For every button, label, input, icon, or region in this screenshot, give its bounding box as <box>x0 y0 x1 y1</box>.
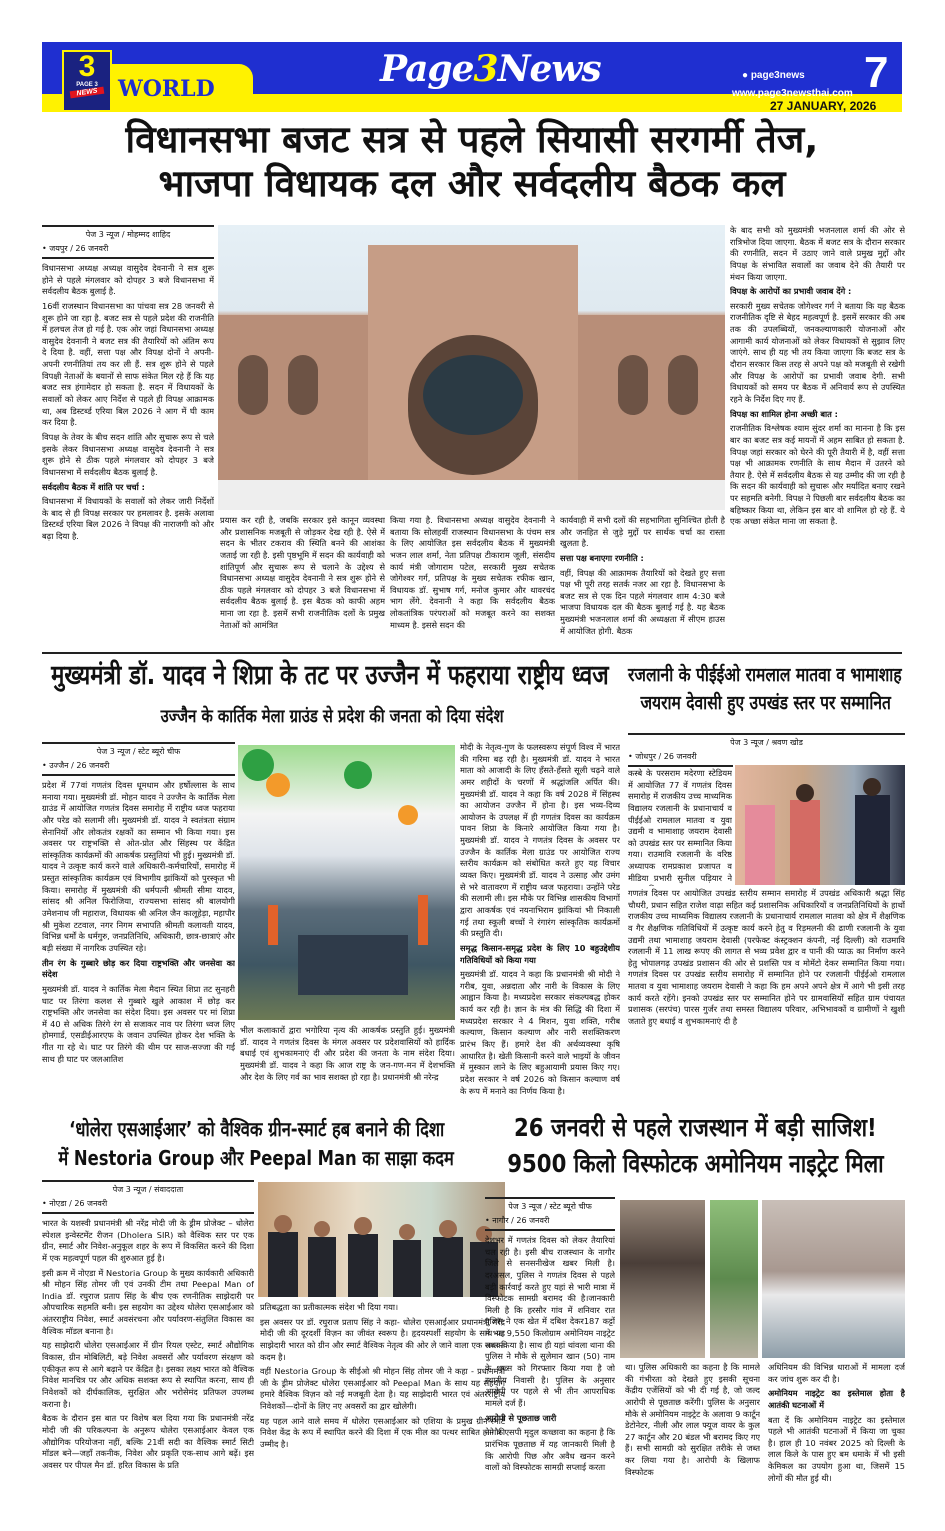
brand-logo: Page3News <box>380 48 601 90</box>
story4-byline: पेज 3 न्यूज / संवाददाता <box>42 1180 254 1195</box>
story2-byline: पेज 3 न्यूज / स्टेट ब्यूरो चीफ <box>42 742 235 757</box>
story2-subheadline: उज्जैन के कार्तिक मेला ग्राउंड से प्रदेश की जनता को दिया संदेश <box>160 706 504 727</box>
story4-headline: ‘धोलेरा एसआईआर’ को वैश्विक ग्रीन-स्मार्ट हब बनाने की दिशा में Nestoria Group और Peepal Man का साझा कदम <box>58 1117 454 1170</box>
divider <box>42 652 902 654</box>
story5-headline: 26 जनवरी से पहले राजस्थान में बड़ी साजिश! 9500 किलो विस्फोटक अमोनियम नाइट्रेट मिला <box>506 1113 884 1179</box>
story3-body: गणतंत्र दिवस पर आयोजित उपखंड स्तरीय सम्मान समारोह में उपखंड अधिकारी श्रद्धा सिंह चौधरी, प्रधान सहित राजेश वाढ़ा सहित कई प्रशासनिक अधिकारियों व जनप्रतिनिधियों के हाथों राजकीय उच्च माध्यमिक विद्यालय रजलानी के प्रधानाचार्य रामलाल मातवा को क्षेत्र में शैक्षणिक व गैर शैक्षणिक गतिविधियों में उत्कृष्ट कार्य करने हेतु व रिड़मलनी की ढाणी रजलानी के युवा उद्यमी तथा भामाशाह जयराम देवासी (परफेक्ट कंस्ट्रक्शन कंपनी, नई दिल्ली) को राउमावि रजलानी में 11 लाख रूपए की लागत से भव्य प्रवेश द्वार व पानी की प्याऊ का निर्माण करने हेतु भोपालगढ़ उपखंड प्रशासन की ओर से प्रशस्ति पत्र व मोमेंटो देकर सम्मानित किया गया। गणतंत्र दिवस पर उपखंड स्तरीय समारोह में सम्मानित होने पर रजलानी पीईईओ रामलाल मातवा व युवा भामाशाह जयराम देवासी ने कहा कि हम अपने अपने क्षेत्र में आगे भी इसी तरह कार्य करते रहेंगे। इनको उपखंड स्तर पर सम्मानित होने पर ग्रामवासियों सहित ग्राम पंचायत प्रशासक (सरपंच) पारस गुर्जर तथा समस्त विद्यालय परिवार, अभिभावकों व ग्रामीणों ने खुशी जताते हुए बधाई व शुभकामनाएं दी है <box>628 888 905 1027</box>
story2-dateline: • उज्जैन / 26 जनवरी <box>42 757 235 776</box>
story3-byline: पेज 3 न्यूज / श्रवण खोड <box>628 733 905 748</box>
story5-col2: था। पुलिस अधिकारी का कहना है कि मामले की गंभीरता को देखते हुए इसकी सूचना केंद्रीय एजेंसियों को भी दी गई है, जो जल्द आरोपी से पूछताछ करेंगी। पुलिस के अनुसार मौके से अमोनियम नाइट्रेट के अलावा 9 कार्टून डेटोनेटर, नीली और लाल फ्यूज वायर के कुल 27 कार्टून और 20 बंडल भी बरामद किए गए हैं। सभी सामग्री को सुरक्षित तरीके से जब्त कर लिया गया है। आरोपी के खिलाफ विस्फोटक <box>625 1362 760 1477</box>
assembly-building-photo <box>218 225 725 510</box>
story3-dateline: • जोधपुर / 26 जनवरी <box>628 748 733 767</box>
section-name: WORLD <box>118 76 215 102</box>
page3-logo: 3 PAGE 3 NEWS <box>62 50 112 112</box>
police-vehicle-photo <box>762 1200 905 1358</box>
field-photo <box>710 1200 758 1358</box>
story1-col3: किया गया है. विधानसभा अध्यक्ष वासुदेव देवनानी ने बताया कि सोलहवीं राजस्थान विधानसभा के पंचम सत्र के लिए आयोजित इस सर्वदलीय बैठक में मुख्यमंत्री भजन लाल शर्मा, नेता प्रतिपक्ष टीकाराम जूली, संसदीय कार्य मंत्री जोगाराम पटेल, सरकारी मुख्य सचेतक जोगेश्वर गर्ग, प्रतिपक्ष के मुख्य सचेतक रफीक खान, विधायक डॉ. सुभाष गर्ग, मनोज कुमार और थावरचंद भाग लेंगे. देवनानी ने कहा कि सर्वदलीय बैठक लोकतांत्रिक परंपराओं को मजबूत करने का सशक्त माध्यम है. इससे सदन की <box>390 515 555 630</box>
story5-dateline: • नागौर / 26 जनवरी <box>485 1212 615 1231</box>
story4-dateline: • नोएडा / 26 जनवरी <box>42 1195 254 1214</box>
story1-col5: के बाद सभी को मुख्यमंत्री भजनलाल शर्मा की ओर से रात्रिभोज दिया जाएगा. बैठक में बजट सत्र के दौरान सरकार की रणनीति, सदन में उठाए जाने वाले प्रमुख मुद्दों और विपक्ष के संभावित सवालों का जवाब देने की तैयारी पर मंथन किया जाएगा. विपक्ष के आरोपों का प्रभावी जवाब देंगे : सरकारी मुख्य सचेतक जोगेश्वर गर्ग ने बताया कि यह बैठक राजनीतिक दृष्टि से बेहद महत्वपूर्ण है. इसमें सरकार की अब तक की उपलब्धियों, जनकल्याणकारी योजनाओं और आगामी कार्य योजनाओं को लेकर विधायकों से सुझाव लिए जाएंगे. साथ ही यह भी तय किया जाएगा कि बजट सत्र के दौरान सरकार किस तरह से अपने पक्ष को मजबूती से रखेगी और विपक्ष के आरोपों का प्रभावी जवाब देगी. सभी विधायकों को समय पर बैठक में अनिवार्य रूप से उपस्थित रहने के निर्देश दिए गए हैं. विपक्ष का शामिल होना अच्छी बात : राजनीतिक विश्लेषक श्याम सुंदर शर्मा का मानना है कि इस बार का बजट सत्र कई मायनों में अहम साबित हो सकता है. विपक्ष जहां सरकार को घेरने की पूरी तैयारी में है, वहीं सत्ता पक्ष भी आक्रामक रणनीति के साथ मैदान में उतरने को तैयार है. ऐसे में सर्वदलीय बैठक से यह उम्मीद की जा रही है कि सदन की कार्यवाही को सुचारू और मर्यादित बनाए रखने पर सहमति बनेगी. विपक्ष ने पिछली बार सर्वदलीय बैठक का बहिष्कार किया था, लेकिन इस बार वो शामिल हो रहे हैं. ये एक अच्छा संकेत माना जा सकता है. <box>730 225 905 527</box>
issue-date: 27 JANUARY, 2026 <box>770 99 877 113</box>
story3-col1: कस्बे के परसराम मदेरणा स्टेडियम में आयोजित 77 वें गणतंत्र दिवस समारोह में राजकीय उच्च माध्यमिक विद्यालय रजलानी के प्रधानाचार्य व पीईईओ रामलाल मातवा व युवा उद्यमी व भामाशाह जयराम देवासी को उपखंड स्तर पर सम्मानित किया गया। राउमावि रजलानी के वरिष्ठ अध्यापक रामप्रकाश प्रजापत व मीडिया प्रभारी सुनील पड़ियार ने <box>628 768 732 883</box>
masthead <box>42 42 902 112</box>
story1-dateline: • जयपुर / 26 जनवरी <box>42 240 214 259</box>
story2-col2: भील कलाकारों द्वारा भगोरिया नृत्य की आकर्षक प्रस्तुति हुई। मुख्यमंत्री डॉ. यादव ने गणतंत्र दिवस के मंगल अवसर पर प्रदेशवासियों को हार्दिक बधाई एवं शुभकामनाएं दी और प्रदेश की जनता के नाम संदेश दिया। मुख्यमंत्री डॉ. यादव ने कहा कि आज राष्ट्र के जन-गण-मन में देशभक्ति और देश के लिए गर्व का भाव सशक्त हो रहा है। प्रधानमंत्री श्री नरेन्द्र <box>240 1025 455 1082</box>
story5-col3: अधिनियम की विभिन्न धाराओं में मामला दर्ज कर जांच शुरू कर दी है। अमोनियम नाइट्रेट का इस्तेमाल होता है आतंकी घटनाओं में बता दें कि अमोनियम नाइट्रेट का इस्तेमाल पहले भी आतंकी घटनाओं में किया जा चुका है। हाल ही 10 नवंबर 2025 को दिल्ली के लाल किले के पास हुए बम धमाके में भी इसी केमिकल का उपयोग हुआ था, जिसमें 15 लोगों की मौत हुई थी। <box>768 1362 905 1483</box>
felicitation-photo <box>735 765 905 885</box>
story1-col1: विधानसभा अध्यक्ष अध्यक्ष वासुदेव देवनानी ने सत्र शुरू होने से पहले मंगलवार को दोपहर 3 बजे विधानसभा में सर्वदलीय बैठक बुलाई है. 16वीं राजस्थान विधानसभा का पांचवा सत्र 28 जनवरी से शुरू होने जा रहा है. बजट सत्र से पहले प्रदेश की राजनीति में हलचल तेज हो गई है. एक ओर जहां विधानसभा अध्यक्ष वासुदेव देवनानी ने बजट सत्र की तैयारियों को अंतिम रूप दे दिया है. वहीं, सत्ता पक्ष और विपक्ष दोनों ने अपनी-अपनी रणनीतियां तय कर ली हैं. सत्र शुरू होने से पहले विपक्षी नेताओं के बयानों से साफ संकेत मिल रहे हैं कि यह बजट सत्र हंगामेदार हो सकता है. सदन में विधायकों के सवालों को लेकर आए निर्देश से पहले ही विपक्ष आक्रामक था, अब डिस्टर्ब्ड एरिया बिल 2026 ने आग में घी काम कर दिया है. विपक्ष के तेवर के बीच सदन शांति और सुचारू रूप से चले इसके लेकर विधानसभा अध्यक्ष वासुदेव देवनानी ने सत्र शुरू होने से ठीक पहले मंगलवार को दोपहर 3 बजे विधानसभा में सर्वदलीय बैठक बुलाई है. सर्वदलीय बैठक में शांति पर चर्चा : विधानसभा में विधायकों के सवालों को लेकर जारी निर्देशों के बाद से ही विपक्ष सरकार पर हमलावर है. इसके अलावा डिस्टर्ब्ड एरिया बिल 2026 ने विपक्ष की नाराजगी को और बढ़ा दिया है. <box>42 263 214 542</box>
story1-headline: विधानसभा बजट सत्र से पहले सियासी सरगर्मी तेज, भाजपा विधायक दल और सर्वदलीय बैठक कल <box>125 118 819 206</box>
story1-byline: पेज 3 न्यूज / मोहम्मद शाहिद <box>42 225 214 240</box>
story2-col1: प्रदेश में 77वां गणतंत्र दिवस धूमधाम और हर्षोल्लास के साथ मनाया गया। मुख्यमंत्री डॉ. मोहन यादव ने उज्जैन के कार्तिक मेला ग्राउंड में आयोजित गणतंत्र दिवस समारोह में राष्ट्रीय ध्वज फहराया और परेड को सलामी ली। मुख्यमंत्री डॉ. यादव ने स्वतंत्रता संग्राम सेनानियों और लोकतंत्र रक्षकों का सम्मान भी किया गया। इस अवसर पर राष्ट्रभक्ति से ओत-प्रोत और सिंहस्थ पर केंद्रित सांस्कृतिक कार्यक्रमों की आकर्षक प्रस्तुतियां भी हुई। मुख्यमंत्री डॉ. यादव ने उत्कृष्ट कार्य करने वाले अधिकारी-कर्मचारियों, समारोह में प्रस्तुत सांस्कृतिक कार्यक्रम एवं विभागीय झांकियों को पुरस्कृत भी किया। समारोह में मुख्यमंत्री की धर्मपत्नी श्रीमती सीमा यादव, सांसद श्री अनिल फिरोजिया, राज्यसभा सांसद श्री बालयोगी उमेशनाथ जी महाराज, विधायक श्री अनिल जैन कालूहेड़ा, महापौर श्री मुकेश टटवाल, नगर निगम सभापति श्रीमती कलावती यादव, विभिन्न धर्मों के धर्मगुरु, जनप्रतिनिधि, अधिकारी, छात्र-छात्राएं और बड़ी संख्या में नागरिक उपस्थित रहे। तीन रंग के गुब्बारे छोड़ कर दिया राष्ट्रभक्ति और जनसेवा का संदेश मुख्यमंत्री डॉ. यादव ने कार्तिक मेला मैदान स्थित शिप्रा तट सुनहरी घाट पर तिरंगा कलश से गुब्बारे खुले आकाश में छोड़ कर राष्ट्रभक्ति और जनसेवा का संदेश दिया। इस अवसर पर मां शिप्रा में 40 से अधिक तिरंगे रंग से सजाकर नाव पर तिरंगा ध्वज लिए होमगार्ड, एसडीईआरएफ के जवान उपस्थित होकर देश भक्ति के गीत गा रहे थे। घाट पर तिरंगे की थीम पर साज-सज्जा की गई साथ ही घाट पर जलआतिश <box>42 780 235 1064</box>
story4-col1: भारत के यशस्वी प्रधानमंत्री श्री नरेंद्र मोदी जी के ड्रीम प्रोजेक्ट – धोलेरा स्पेशल इन्वेस्टमेंट रीजन (Dholera SIR) को वैश्विक स्तर पर एक ग्रीन, स्मार्ट और निवेश-अनुकूल शहर के रूप में विकसित करने की दिशा में एक महत्वपूर्ण पहल की शुरुआत हुई है। इसी क्रम में नोएडा में Nestoria Group के मुख्य कार्यकारी अधिकारी श्री मोहन सिंह तोमर जी एवं उनकी टीम तथा Peepal Man of India डॉ. रघुराज प्रताप सिंह के बीच एक रणनीतिक साझेदारी पर औपचारिक सहमति बनी। इस सहयोग का उद्देश्य धोलेरा एसआईआर को अंतरराष्ट्रीय निवेश, स्मार्ट अवसंरचना और पर्यावरण-संतुलित विकास का वैश्विक मॉडल बनाना है। यह साझेदारी धोलेरा एसआईआर में ग्रीन रियल एस्टेट, स्मार्ट औद्योगिक विकास, ग्रीन मोबिलिटी, बड़े निवेश अवसरों और पर्यावरण संरक्षण को एकीकृत रूप से आगे बढ़ाने पर केंद्रित है। इसका लक्ष्य भारत को वैश्विक निवेश मानचित्र पर और अधिक सशक्त रूप से स्थापित करना, साथ ही निवेशकों को दीर्घकालिक, सुरक्षित और भरोसेमंद प्रतिफल उपलब्ध कराना है। बैठक के दौरान इस बात पर विशेष बल दिया गया कि प्रधानमंत्री नरेंद्र मोदी जी की परिकल्पना के अनुरूप धोलेरा एसआईआर केवल एक औद्योगिक परियोजना नहीं, बल्कि 21वीं सदी का वैश्विक स्मार्ट सिटी मॉडल बने—जहाँ तकनीक, निवेश और प्रकृति एक-साथ आगे बढ़ें। इस अवसर पर पीपल मैन डॉ. हरित विकास के प्रति <box>42 1218 254 1470</box>
story2-headline: मुख्यमंत्री डॉ. यादव ने शिप्रा के तट पर उज्जैन में फहराया राष्ट्रीय ध्वज <box>51 660 609 691</box>
ujjain-celebration-photo <box>238 745 455 1020</box>
accused-photo <box>620 1200 705 1358</box>
story4-col2: प्रतिबद्धता का प्रतीकात्मक संदेश भी दिया गया। इस अवसर पर डॉ. रघुराज प्रताप सिंह ने कहा- धोलेरा एसआईआर प्रधानमंत्री नरेंद्र मोदी जी की दूरदर्शी विज़न का जीवंत स्वरूप है। हृदयस्पर्शी सहयोग के साथ यह साझेदारी भारत को ग्रीन और स्मार्ट वैश्विक नेतृत्व की ओर ले जाने वाला एक सशक्त कदम है। वहीं Nestoria Group के सीईओ श्री मोहन सिंह तोमर जी ने कहा - प्रधानमंत्री जी के ड्रीम प्रोजेक्ट धोलेरा एसआईआर को Peepal Man के साथ यह सहयोग हमारे वैश्विक विज़न को नई मजबूती देता है। यह साझेदारी भारत एवं अंतरराष्ट्रीय निवेशकों—दोनों के लिए नए अवसरों का द्वार खोलेगी। यह पहल आने वाले समय में धोलेरा एसआईआर को एशिया के प्रमुख ग्रीन-स्मार्ट निवेश केंद्र के रूप में स्थापित करने की दिशा में एक मील का पत्थर साबित होने की उम्मीद है। <box>260 1302 505 1450</box>
social-handle: ● page3news <box>742 70 805 81</box>
story5-byline: पेज 3 न्यूज / स्टेट ब्यूरो चीफ <box>485 1197 615 1212</box>
story1-col2: प्रयास कर रही है, जबकि सरकार इसे कानून व्यवस्था और प्रशासनिक मजबूती से जोड़कर देख रही है. ऐसे में सदन के भीतर टकराव की स्थिति बनने की आशंका जताई जा रही है. इसी पृष्ठभूमि में सदन की कार्यवाही को शांतिपूर्ण और सुचारू रूप से चलाने के उद्देश्य से विधानसभा अध्यक्ष वासुदेव देवनानी ने सत्र शुरू होने से ठीक पहले मंगलवार को दोपहर 3 बजे विधानसभा में सर्वदलीय बैठक बुलाई है. इस बैठक को काफी अहम माना जा रहा है. इसमें सभी राजनीतिक दलों के प्रमुख नेताओं को आमंत्रित <box>220 515 385 630</box>
website[interactable]: www.page3newsthai.com <box>732 88 853 99</box>
story1-col4: कार्यवाही में सभी दलों की सहभागिता सुनिश्चित होती है और जनहित से जुड़े मुद्दों पर सार्थक चर्चा का रास्ता खुलता है. सत्ता पक्ष बनाएगा रणनीति : वहीं, विपक्ष की आक्रामक तैयारियों को देखते हुए सत्ता पक्ष भी पूरी तरह सतर्क नजर आ रहा है. विधानसभा के बजट सत्र से एक दिन पहले मंगलवार शाम 4:30 बजे भाजपा विधायक दल की बैठक बुलाई गई है. यह बैठक मुख्यमंत्री भजनलाल शर्मा की अध्यक्षता में सीएम हाउस में आयोजित होगी. बैठक <box>560 515 725 636</box>
partnership-photo <box>258 1182 505 1297</box>
story2-col3: मोदी के नेतृत्व-गुण के फलस्वरूप संपूर्ण विश्व में भारत की गरिमा बढ़ रही है। मुख्यमंत्री डॉ. यादव ने भारत माता को आजादी के लिए हँसते-हँसते सूली चढ़ने वाले अमर शहीदों के चरणों में श्रद्धांजलि अर्पित की। मुख्यमंत्री डॉ. यादव ने कहा कि वर्ष 2028 में सिंहस्थ का आयोजन उज्जैन में होना है। इस भव्य-दिव्य आयोजन के उपलक्ष में ही गणतंत्र दिवस का कार्यक्रम पावन शिप्रा के किनारे आयोजित किया गया है। मुख्यमंत्री डॉ. यादव ने गणतंत्र दिवस के अवसर पर उज्जैन के कार्तिक मेला ग्राउंड पर आयोजित राज्य स्तरीय कार्यक्रम को संबोधित करते हुए यह विचार व्यक्त किए। मुख्यमंत्री डॉ. यादव ने उत्साह और उमंग से भरे वातावरण में राष्ट्रीय ध्वज फहराया। उन्होंने परेड की सलामी ली। इस मौके पर विभिन्न शासकीय विभागों द्वारा आकर्षक एवं नयनाभिराम झांकियां भी निकाली गई तथा स्कूली बच्चों ने रंगारंग सांस्कृतिक कार्यक्रमों की प्रस्तुति दी। समृद्ध किसान-समृद्ध प्रदेश के लिए 10 बहुउद्देशीय गतिविधियों को किया गया मुख्यमंत्री डॉ. यादव ने कहा कि प्रधानमंत्री श्री मोदी ने गरीब, युवा, अन्नदाता और नारी के विकास के लिए आह्वान किया है। मध्यप्रदेश सरकार संकल्पबद्ध होकर कार्य कर रही है। ज्ञान के मंत्र की सिद्धि की दिशा में मध्यप्रदेश सरकार ने 4 मिशन, युवा शक्ति, गरीब कल्याण, किसान कल्याण और नारी सशक्तिकरण प्रारंभ किए हैं। हमारे देश की अर्थव्यवस्था कृषि आधारित है। खेती किसानी करने वाले भाइयों के जीवन में मुस्कान लाने के लिए बहुआयामी प्रयास किए गए। प्रदेश सरकार ने वर्ष 2026 को किसान कल्याण वर्ष के रूप में मनाने का निर्णय किया है। <box>460 742 620 1096</box>
story3-headline: रजलानी के पीईईओ रामलाल मातवा व भामाशाह जयराम देवासी हुए उपखंड स्तर पर सम्मानित <box>628 664 902 714</box>
story5-col1: देशभर में गणतंत्र दिवस को लेकर तैयारियां चल रही है। इसी बीच राजस्थान के नागौर जिले से सनसनीखेज खबर मिली है। दरअसल, पुलिस ने गणतंत्र दिवस से पहले बड़ी कार्रवाई करते हुए यहां से भारी मात्रा में विस्फोटक सामग्री बरामद की है।जानकारी मिली है कि हरसौर गांव में शनिवार रात पुलिस ने एक खेत में दबिश देकर187 कट्टों में भरा 9,550 किलोग्राम अमोनियम नाइट्रेट जब्त किया है। साथ ही यहां थांवला थाना की पुलिस ने मौके से सुलेमान खान (50) नाम के शख्स को गिरफ्तार किया गया है जो स्थानीय निवासी है। पुलिस के अनुसार आरोपी पर पहले से भी तीन आपराधिक मामले दर्ज हैं। आरोपी से पूछताछ जारी नागौर एसपी मृदुल कच्छावा का कहना है कि प्रारंभिक पूछताछ में यह जानकारी मिली है कि आरोपी पिछ और अवैध खनन करने वालों को विस्फोटक सामग्री सप्लाई करता <box>485 1235 615 1473</box>
page-number: 7 <box>864 48 889 97</box>
